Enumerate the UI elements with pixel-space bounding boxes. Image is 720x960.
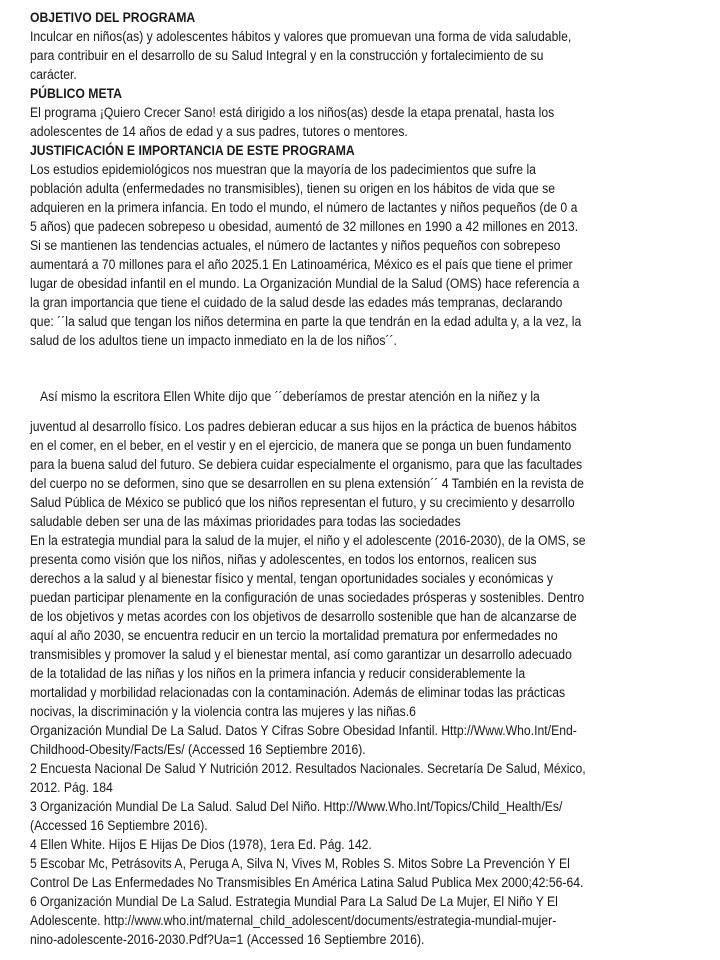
justificacion-line: que: ´´la salud que tengan los niños determina en parte la que tendrán en la edad adulta y, a la vez, la [30, 314, 582, 330]
justificacion-line: Los estudios epidemiológicos nos muestran que la mayoría de los padecimientos que sufre la [30, 162, 536, 178]
body-line: aquí al año 2030, se encuentra reducir en un tercio la mortalidad prematura por enfermedades no [30, 628, 558, 644]
reference-line: Childhood-Obesity/Facts/Es/ (Accessed 16 Septiembre 2016). [30, 742, 366, 758]
reference-line: Adolescente. http://www.who.int/maternal_child_adolescent/documents/estrategia-mundial-mujer- [30, 913, 557, 929]
heading-objetivo: OBJETIVO DEL PROGRAMA [30, 10, 196, 26]
justificacion-line: Si se mantienen las tendencias actuales, el número de lactantes y niños pequeños con sobrepeso [30, 238, 561, 254]
body-line: para la buena salud del futuro. Se debiera cuidar especialmente el organismo, para que las facultades [30, 457, 583, 473]
reference-line: 2012. Pág. 184 [30, 780, 113, 796]
body-line: En la estrategia mundial para la salud de la mujer, el niño y el adolescente (2016-2030), de la OMS, se [30, 533, 586, 549]
reference-line: 2 Encuesta Nacional De Salud Y Nutrición 2012. Resultados Nacionales. Secretaría De Salud, México, [30, 761, 586, 777]
reference-line: (Accessed 16 Septiembre 2016). [30, 818, 208, 834]
reference-line: Control De Las Enfermedades No Transmisibles En América Latina Salud Publica Mex 2000;42:56-64. [30, 875, 584, 891]
body-line: de la totalidad de las niñas y los niños en la primera infancia y reducir considerablemente la [30, 666, 526, 682]
body-line: presenta como visión que los niños, niñas y adolescentes, en todos los entornos, realicen sus [30, 552, 537, 568]
justificacion-line: población adulta (enfermedades no transmisibles), tienen su origen en los hábitos de vida que se [30, 181, 555, 197]
body-line: saludable deben ser una de las máximas prioridades para todas las sociedades [30, 514, 461, 530]
justificacion-line: 5 años) que padecen sobrepeso u obesidad, aumentó de 32 millones en 1990 a 42 millones en 2013. [30, 219, 579, 235]
reference-line: 6 Organización Mundial De La Salud. Estrategia Mundial Para La Salud De La Mujer, El Niño Y El [30, 894, 558, 910]
reference-line: 5 Escobar Mc, Petrásovits A, Peruga A, Silva N, Vives M, Robles S. Mitos Sobre La Prevención Y El [30, 856, 570, 872]
body-line: nocivas, la discriminación y la violencia contra las mujeres y las niñas.6 [30, 704, 416, 720]
justificacion-line: la gran importancia que tiene el cuidado de la salud desde las edades más tempranas, declarando [30, 295, 563, 311]
objetivo-line: para contribuir en el desarrollo de su Salud Integral y en la construcción y fortalecimiento de su [30, 48, 544, 64]
justificacion-line: salud de los adultos tiene un impacto inmediato en la de los niños´´. [30, 333, 397, 349]
body-line: de los objetivos y metas acordes con los objetivos de desarrollo sostenible que han de alcanzarse de [30, 609, 577, 625]
body-line: del cuerpo no se deformen, sino que se desarrollen en su plena extensión´´ 4 También en la revista de [30, 476, 584, 492]
objetivo-line: carácter. [30, 67, 77, 83]
body-line: en el comer, en el beber, en el vestir y en el ejercicio, de manera que se ponga un buen fundamento [30, 438, 572, 454]
heading-publico-meta: PÚBLICO META [30, 86, 122, 102]
publico-line: adolescentes de 14 años de edad y a sus padres, tutores o mentores. [30, 124, 408, 140]
justificacion-line: aumentará a 70 millones para el año 2025.1 En Latinoamérica, México es el país que tiene el primer [30, 257, 573, 273]
body-line: mortalidad y morbilidad relacionadas con la contaminación. Además de eliminar todas las prácticas [30, 685, 566, 701]
publico-line: El programa ¡Quiero Crecer Sano! está dirigido a los niños(as) desde la etapa prenatal, hasta los [30, 105, 555, 121]
reference-line: Organización Mundial De La Salud. Datos Y Cifras Sobre Obesidad Infantil. Http://Www.Who.Int/End- [30, 723, 577, 739]
body-line: puedan participar plenamente en la configuración de unas sociedades prósperas y sostenibles. Dentro [30, 590, 585, 606]
quote-first-line: Así mismo la escritora Ellen White dijo que ´´deberíamos de prestar atención en la niñez y la [40, 389, 540, 405]
justificacion-line: adquieren en la primera infancia. En todo el mundo, el número de lactantes y niños pequeños (de 0 a [30, 200, 578, 216]
body-line: transmisibles y promover la salud y el bienestar mental, así como garantizar un desarrollo adecuado [30, 647, 572, 663]
heading-justificacion: JUSTIFICACIÓN E IMPORTANCIA DE ESTE PROGRAMA [30, 143, 355, 159]
body-line: derechos a la salud y al bienestar físico y mental, tengan oportunidades sociales y económicas y [30, 571, 553, 587]
objetivo-line: Inculcar en niños(as) y adolescentes hábitos y valores que promuevan una forma de vida saludable, [30, 29, 572, 45]
justificacion-line: lugar de obesidad infantil en el mundo. La Organización Mundial de la Salud (OMS) hace referencia a [30, 276, 580, 292]
reference-line: 4 Ellen White. Hijos E Hijas De Dios (1978), 1era Ed. Pág. 142. [30, 837, 372, 853]
body-line: Salud Pública de México se publicó que los niños representan el futuro, y su crecimiento y desarrollo [30, 495, 575, 511]
reference-line: nino-adolescente-2016-2030.Pdf?Ua=1 (Accessed 16 Septiembre 2016). [30, 932, 425, 948]
reference-line: 3 Organización Mundial De La Salud. Salud Del Niño. Http://Www.Who.Int/Topics/Child_Health/Es/ [30, 799, 563, 815]
body-line: juventud al desarrollo físico. Los padres debieran educar a sus hijos en la práctica de buenos hábitos [30, 419, 577, 435]
